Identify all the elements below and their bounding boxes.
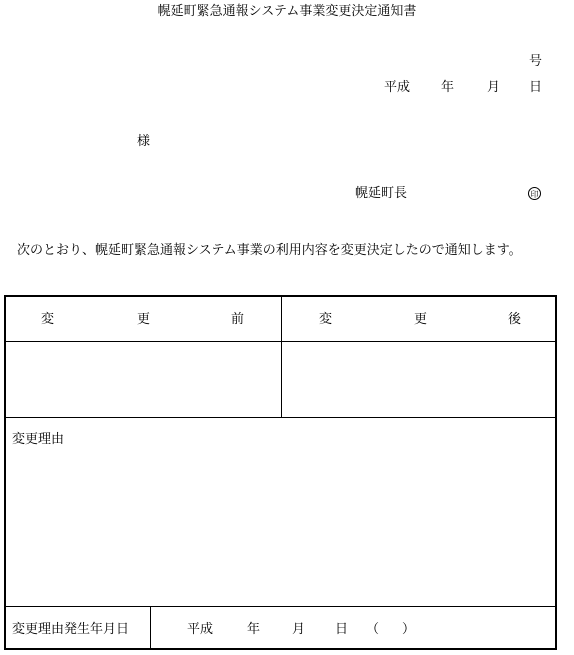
change-details-table <box>4 295 557 650</box>
reason-label: 変更理由 <box>12 432 65 447</box>
content-row-divider <box>6 417 555 418</box>
date-row-divider <box>150 606 151 650</box>
weekday-open-paren: （ <box>366 622 380 637</box>
occurrence-date-day-label: 日 <box>335 622 349 637</box>
weekday-close-paren: ） <box>402 622 416 637</box>
issue-date-month-label: 月 <box>487 80 501 95</box>
sender-name: 幌延町長 <box>355 186 408 201</box>
addressee-suffix: 様 <box>137 134 151 149</box>
after-header-char-1: 変 <box>319 312 333 327</box>
occurrence-date-month-label: 月 <box>292 622 306 637</box>
after-content-cell <box>282 342 557 417</box>
issue-date-era: 平成 <box>384 80 411 95</box>
occurrence-date-era: 平成 <box>187 622 214 637</box>
before-content-cell <box>6 342 281 417</box>
reason-row-divider <box>6 606 555 607</box>
body-text: 次のとおり、幌延町緊急通報システム事業の利用内容を変更決定したので通知します。 <box>17 243 522 258</box>
before-header-char-2: 更 <box>137 312 151 327</box>
occurrence-date-year-label: 年 <box>247 622 261 637</box>
occurrence-date-label: 変更理由発生年月日 <box>12 622 130 637</box>
issue-date-year-label: 年 <box>441 80 455 95</box>
after-header-char-3: 後 <box>508 312 522 327</box>
seal-icon: 印 <box>528 187 541 200</box>
before-header-char-3: 前 <box>231 312 245 327</box>
after-header-char-2: 更 <box>414 312 428 327</box>
before-header-char-1: 変 <box>41 312 55 327</box>
issue-date-day-label: 日 <box>529 80 543 95</box>
document-title: 幌延町緊急通報システム事業変更決定通知書 <box>157 4 417 19</box>
document-number-label: 号 <box>529 54 543 69</box>
